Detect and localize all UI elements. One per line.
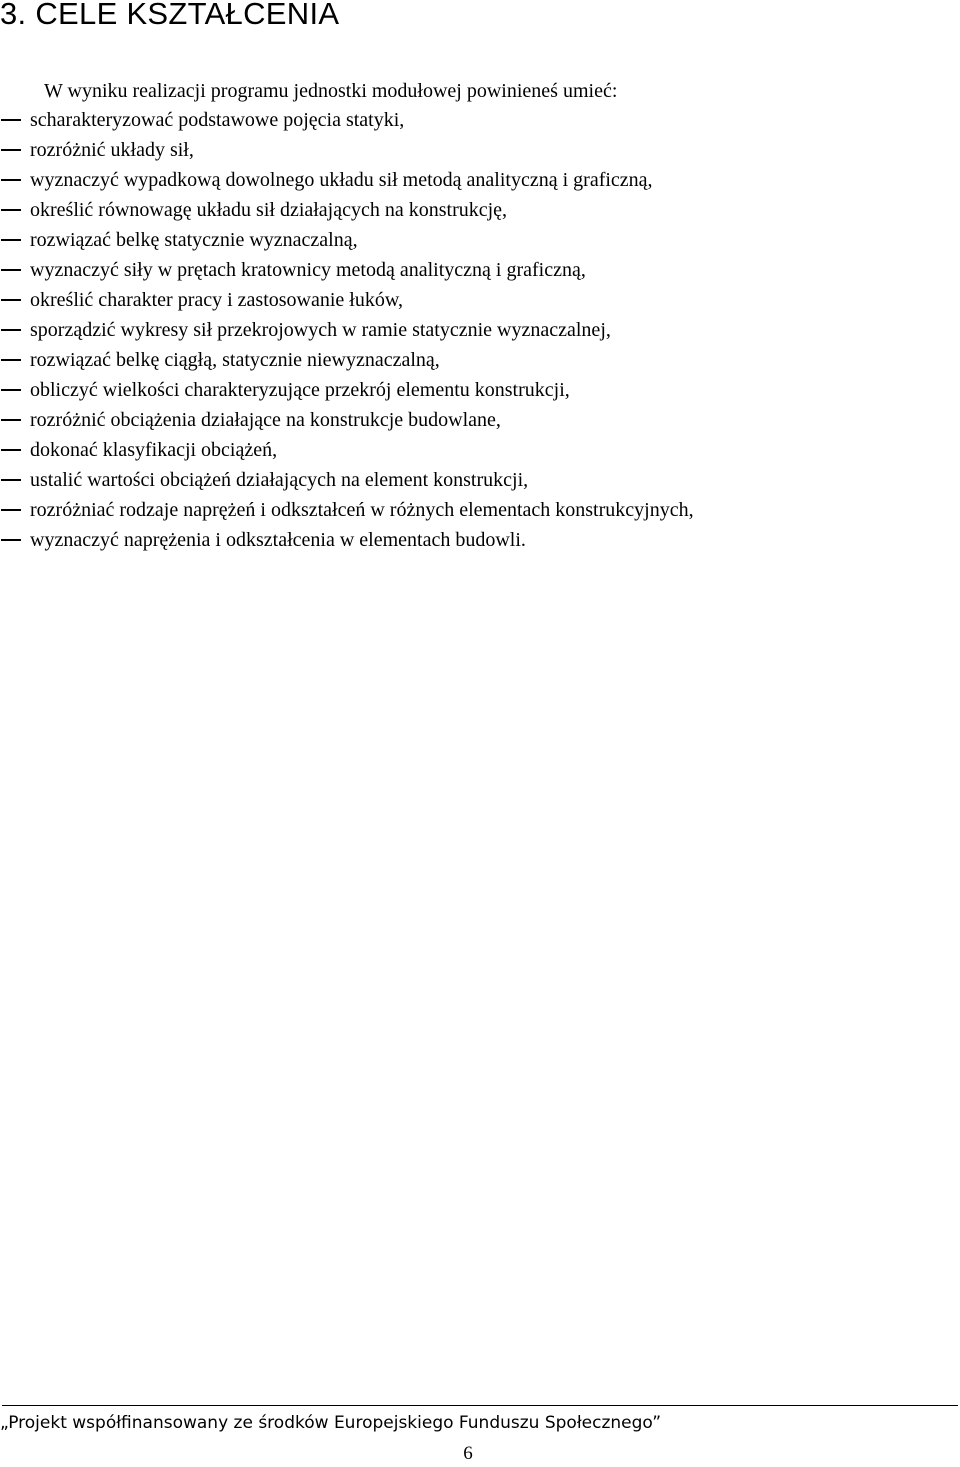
dash-bullet-icon bbox=[1, 509, 21, 511]
dash-bullet-icon bbox=[1, 419, 21, 421]
dash-bullet-icon bbox=[1, 119, 21, 121]
dash-bullet-icon bbox=[1, 479, 21, 481]
dash-bullet-icon bbox=[1, 539, 21, 541]
dash-bullet-icon bbox=[1, 179, 21, 181]
dash-bullet-icon bbox=[1, 269, 21, 271]
dash-bullet-icon bbox=[1, 449, 21, 451]
list-item-text: określić równowagę układu sił działających na konstrukcję, bbox=[30, 199, 508, 221]
list-item-text: rozróżniać rodzaje naprężeń i odkształceń w różnych elementach konstrukcyjnych, bbox=[30, 499, 694, 521]
list-item-text: ustalić wartości obciążeń działających na element konstrukcji, bbox=[30, 469, 529, 491]
list-item-text: obliczyć wielkości charakteryzujące przekrój elementu konstrukcji, bbox=[30, 379, 570, 401]
list-item-text: rozwiązać belkę ciągłą, statycznie niewyznaczalną, bbox=[30, 349, 440, 371]
intro-text: W wyniku realizacji programu jednostki modułowej powinieneś umieć: bbox=[44, 80, 618, 102]
list-item-text: wyznaczyć siły w prętach kratownicy metodą analityczną i graficzną, bbox=[30, 259, 586, 281]
list-item-text: sporządzić wykresy sił przekrojowych w ramie statycznie wyznaczalnej, bbox=[30, 319, 611, 341]
dash-bullet-icon bbox=[1, 149, 21, 151]
list-item-text: wyznaczyć wypadkową dowolnego układu sił metodą analityczną i graficzną, bbox=[30, 169, 653, 191]
dash-bullet-icon bbox=[1, 329, 21, 331]
dash-bullet-icon bbox=[1, 299, 21, 301]
list-item-text: rozróżnić układy sił, bbox=[30, 139, 194, 161]
footer-divider bbox=[2, 1405, 958, 1406]
footer-funding-note: „Projekt współfinansowany ze środków Europejskiego Funduszu Społecznego” bbox=[0, 1413, 662, 1433]
list-item-text: rozróżnić obciążenia działające na konstrukcje budowlane, bbox=[30, 409, 501, 431]
dash-bullet-icon bbox=[1, 239, 21, 241]
section-heading: 3. CELE KSZTAŁCENIA bbox=[0, 0, 340, 31]
list-item-text: wyznaczyć naprężenia i odkształcenia w elementach budowli. bbox=[30, 529, 526, 551]
list-item-text: rozwiązać belkę statycznie wyznaczalną, bbox=[30, 229, 358, 251]
list-item-text: dokonać klasyfikacji obciążeń, bbox=[30, 439, 278, 461]
dash-bullet-icon bbox=[1, 209, 21, 211]
dash-bullet-icon bbox=[1, 389, 21, 391]
list-item-text: określić charakter pracy i zastosowanie łuków, bbox=[30, 289, 403, 311]
dash-bullet-icon bbox=[1, 359, 21, 361]
list-item-text: scharakteryzować podstawowe pojęcia statyki, bbox=[30, 109, 405, 131]
page-number: 6 bbox=[463, 1443, 473, 1464]
